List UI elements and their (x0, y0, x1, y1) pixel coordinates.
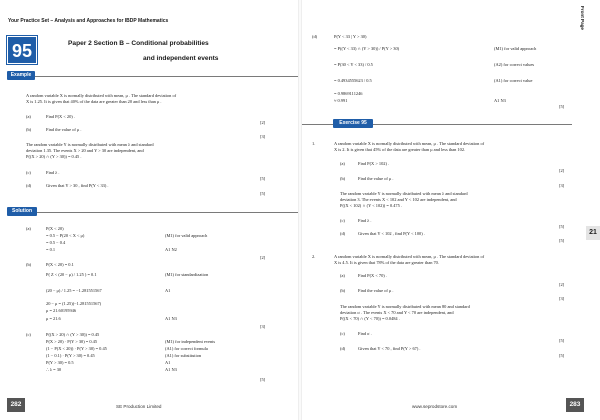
page-number-left: 282 (7, 398, 25, 412)
solution-work: ∴ λ = 30 (46, 367, 62, 372)
mark-note: (A1) for substitution (165, 353, 202, 358)
question-text: The random variable Y is normally distributed with mean 80 and standard (340, 304, 470, 309)
solution-work: = 0.9869111246 (334, 91, 363, 96)
part-text: Given that Y < 102 , find P(Y < 100) . (358, 231, 425, 236)
solution-work: P(Y > 30) = 0.5 (46, 360, 74, 365)
divider (8, 212, 298, 213)
part-label: (b) (340, 288, 346, 293)
mark-note: A1 N3 (165, 367, 177, 372)
mark-note: (A1) for correct value (494, 78, 533, 83)
running-title: Your Practice Set – Analysis and Approaches for IBDP Mathematics (8, 18, 169, 24)
solution-work: (1 − P(X < 20)) · P(Y > 30) = 0.45 (46, 346, 107, 351)
part-text: Given that Y > 30 , find P(Y < 33) . (46, 183, 109, 188)
mark-note: (M1) for valid approach (165, 233, 208, 238)
solution-work: = 0.4934555623 / 0.5 (334, 78, 372, 83)
example-tag: Example (7, 71, 35, 80)
part-label: (b) (340, 176, 346, 181)
part-label: (d) (340, 231, 346, 236)
part-text: Find P(X < 20) . (46, 114, 75, 119)
question-number: 2. (312, 254, 316, 259)
exercise-tag: Exercise 95 (333, 119, 373, 128)
section-title-line2: and independent events (143, 55, 219, 62)
solution-work: = 0.5 − 0.4 (46, 240, 66, 245)
marks: [3] (559, 183, 565, 188)
example-text: P((X > 20) ∩ (Y > 30)) = 0.45 . (26, 154, 82, 159)
solution-work: P(X > 20) · P(Y > 30) = 0.45 (46, 339, 98, 344)
marks: [5] (559, 224, 565, 229)
solution-work: P((X > 20) ∩ (Y > 30)) = 0.45 (46, 332, 100, 337)
part-text: Find the value of μ . (358, 176, 394, 181)
chapter-tab: 21 (586, 226, 600, 240)
page-number-right: 283 (566, 398, 584, 412)
mark-note: (A1) for correct formula (165, 346, 208, 351)
part-text: Find λ . (358, 218, 372, 223)
marks: [5] (260, 176, 266, 181)
example-stem: A random variable X is normally distributed with mean, μ . The standard deviation of (26, 93, 177, 98)
mark-note: (M1) for independent events (165, 339, 216, 344)
solution-work: = P(30 < Y < 33) / 0.5 (334, 62, 373, 67)
solution-work: (20 − μ) / 1.25 = −1.281551567 (46, 288, 102, 293)
solution-work: (1 − 0.1) · P(Y > 30) = 0.45 (46, 353, 95, 358)
question-number: 1. (312, 141, 316, 146)
example-text: The random variable Y is normally distributed with mean λ and standard (26, 142, 154, 147)
part-text: Find P(X < 70) . (358, 273, 387, 278)
question-text: deviation 3. The events X < 102 and Y < 102 are independent, and (340, 197, 457, 202)
section-number-badge: 95 (7, 36, 37, 64)
question-text: P((X < 102) ∩ (Y < 102)) = 0.475 . (340, 203, 403, 208)
divider (8, 76, 298, 77)
question-text: The random variable Y is normally distributed with mean λ and standard (340, 191, 468, 196)
part-text: Find the value of μ . (46, 127, 82, 132)
question-stem: A random variable X is normally distributed with mean, μ . The standard deviation of (334, 141, 485, 146)
solution-work: ≈ 0.991 (334, 98, 348, 103)
mark-note: A1 (165, 288, 171, 293)
mark-note: A1 N3 (165, 316, 177, 321)
marks: [2] (559, 168, 565, 173)
website: www.seprodstore.com (412, 404, 458, 409)
example-text: deviation 1.35. The events X > 20 and Y > 30 are independent, and (26, 148, 144, 153)
question-text: P((X < 70) ∩ (Y < 70)) = 0.0484 . (340, 316, 400, 321)
marks: [2] (559, 282, 565, 287)
question-stem: X is 2. It is given that 45% of the data are greater than μ and less than 102. (334, 147, 466, 152)
mark-note: (M1) for valid approach (494, 46, 537, 51)
solution-label: (a) (26, 226, 31, 231)
mark-note: A1 (165, 360, 171, 365)
mark-note: A1 N3 (494, 98, 506, 103)
question-stem: A random variable X is normally distributed with mean, μ . The standard deviation of (334, 254, 485, 259)
part-text: Find the value of μ . (358, 288, 394, 293)
solution-work: P(X < 20) (46, 226, 64, 231)
mark-note: A1 N2 (165, 247, 177, 252)
marks: [5] (559, 353, 565, 358)
mark-note: (A2) for correct values (494, 62, 535, 67)
marks: [5] (260, 191, 266, 196)
part-text: Find σ . (358, 331, 372, 336)
solution-label: (c) (26, 332, 31, 337)
marks: [3] (260, 134, 266, 139)
part-label: (c) (340, 331, 345, 336)
marks: [5] (559, 338, 565, 343)
marks: [3] (260, 324, 266, 329)
marks: [2] (260, 255, 266, 260)
part-label: (d) (340, 346, 346, 351)
part-label: (c) (26, 170, 31, 175)
marks: [5] (559, 104, 565, 109)
example-stem: X is 1.25. It is given that 40% of the data are greater than 20 and less than μ . (26, 99, 162, 104)
part-label: (c) (340, 218, 345, 223)
solution-work: = 0.1 (46, 247, 56, 252)
solution-work: P(Y < 33 | Y > 30) (334, 34, 367, 39)
part-label: (b) (26, 127, 32, 132)
marks: [3] (559, 296, 565, 301)
solution-work: μ = 21.6 (46, 316, 61, 321)
solution-work: 20 − μ = (1.25)(−1.281551567) (46, 301, 102, 306)
solution-work: = 0.5 − P(20 < X < μ) (46, 233, 85, 238)
part-label: (a) (26, 114, 31, 119)
question-stem: X is 4.5. It is given that 78% of the data are greater than 70. (334, 260, 439, 265)
part-text: Find P(X > 102) . (358, 161, 390, 166)
section-title-line1: Paper 2 Section B – Conditional probabilities (68, 40, 209, 47)
page-gutter (298, 0, 302, 420)
solution-work: = P((Y < 33) ∩ (Y > 30)) / P(Y > 30) (334, 46, 400, 51)
part-text: Find λ . (46, 170, 60, 175)
mark-note: (M1) for standardization (165, 272, 209, 277)
solution-work: P(X < 20) = 0.1 (46, 262, 74, 267)
part-text: Given that Y < 70 , find P(Y > 67) . (358, 346, 421, 351)
side-label: Front Page (580, 6, 585, 30)
marks: [5] (559, 238, 565, 243)
solution-label: (b) (26, 262, 32, 267)
part-label: (d) (26, 183, 32, 188)
solution-label: (d) (312, 34, 318, 39)
question-text: deviation σ . The events X < 70 and Y < 70 are independent, and (340, 310, 454, 315)
solution-work: P( Z < (20 − μ) / 1.25 ) = 0.1 (46, 272, 97, 277)
marks: [5] (260, 377, 266, 382)
part-label: (a) (340, 161, 345, 166)
publisher: SE Production Limited (116, 404, 162, 409)
solution-work: μ = 21.60195946 (46, 308, 77, 313)
marks: [2] (260, 120, 266, 125)
solution-tag: Solution (7, 207, 37, 216)
part-label: (a) (340, 273, 345, 278)
